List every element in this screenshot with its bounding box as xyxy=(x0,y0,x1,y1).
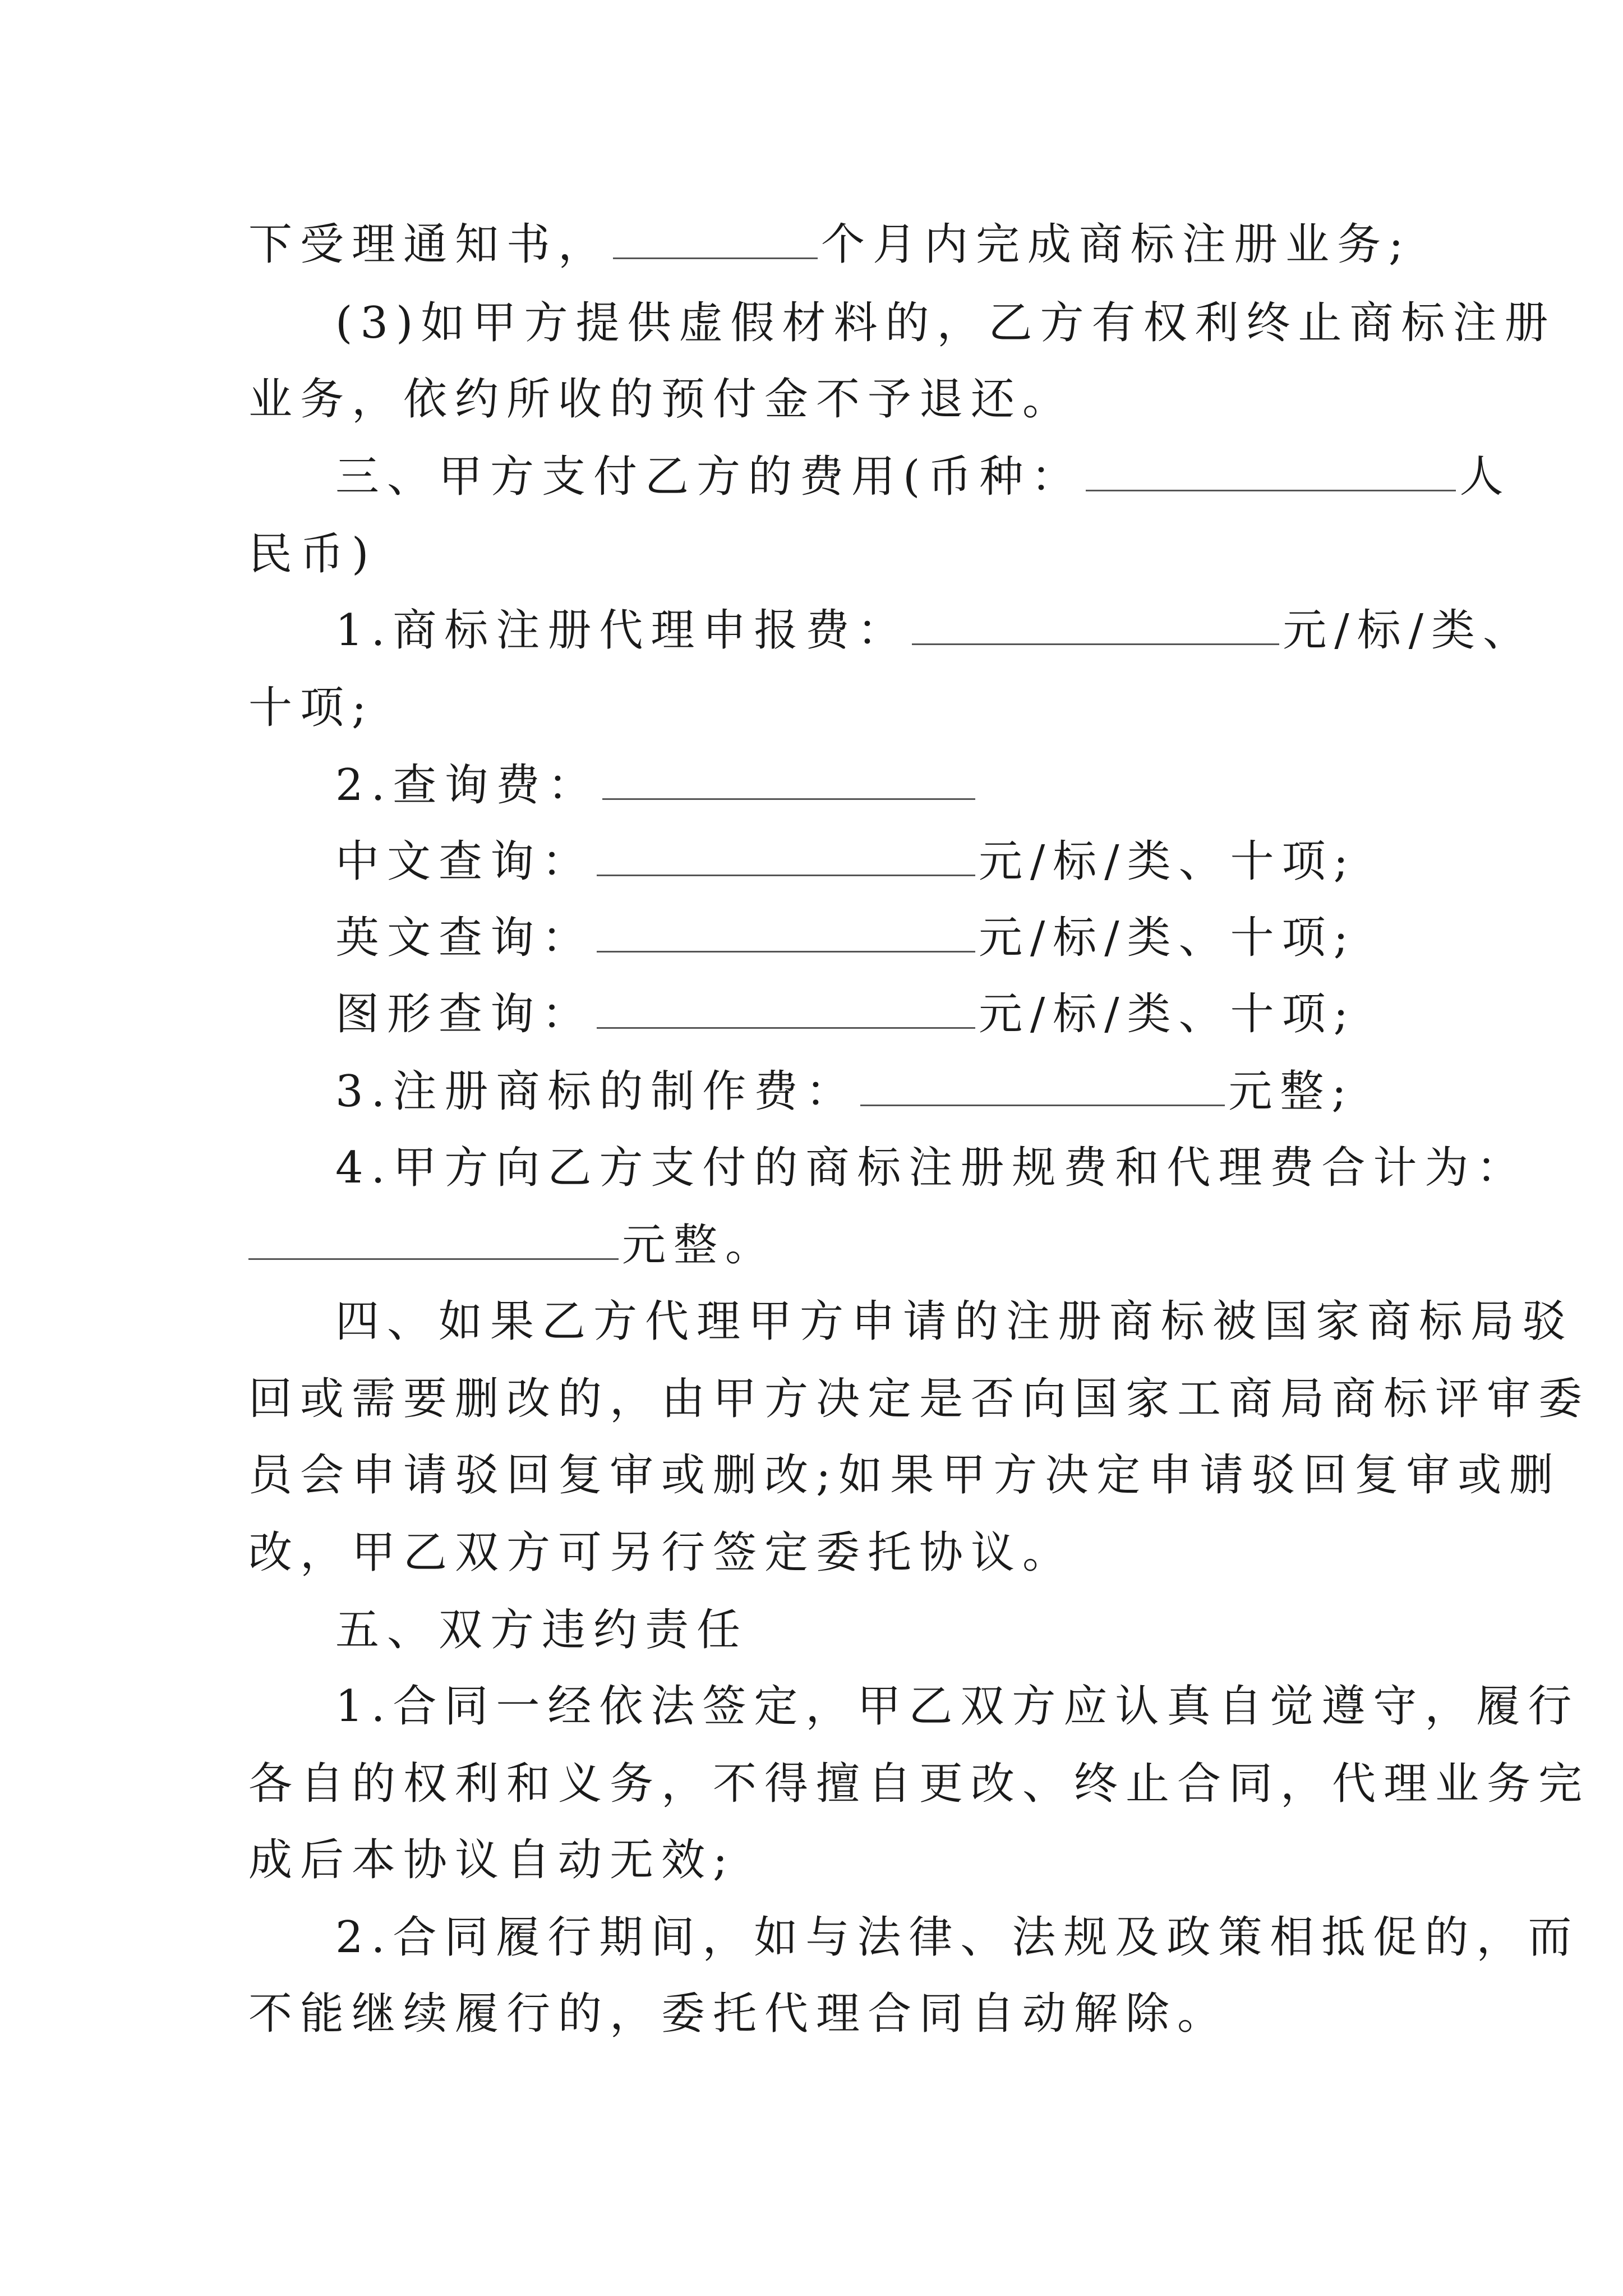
text-line-14 xyxy=(248,1217,777,1273)
text-line-1 xyxy=(248,217,1411,273)
line-15-text: 四、如果乙方代理甲方申请的注册商标被国家商标局驳 xyxy=(335,1296,1574,1347)
text-line-8 xyxy=(335,757,979,813)
line-14-post: 元整。 xyxy=(622,1220,777,1271)
text-line-3 xyxy=(248,371,1074,427)
text-line-6 xyxy=(335,602,1534,659)
fill-in-blank[interactable] xyxy=(613,223,818,259)
line-4-pre: 三、甲方支付乙方的费用(币种： xyxy=(335,452,1083,502)
line-9-pre: 中文查询： xyxy=(335,836,594,887)
line-20-text: 1.合同一经依法签定，甲乙双方应认真自觉遵守，履行 xyxy=(335,1681,1580,1732)
text-line-5 xyxy=(248,526,376,582)
fill-in-blank[interactable] xyxy=(248,1223,619,1260)
fill-in-blank[interactable] xyxy=(597,916,975,953)
text-line-16 xyxy=(248,1371,1590,1427)
line-12-post: 元整; xyxy=(1228,1066,1354,1117)
line-2-text: (3)如甲方提供虚假材料的，乙方有权利终止商标注册 xyxy=(335,298,1556,348)
line-17-text: 员会申请驳回复审或删改;如果甲方决定申请驳回复审或删 xyxy=(248,1450,1561,1501)
line-10-pre: 英文查询： xyxy=(335,913,594,963)
text-line-19 xyxy=(335,1602,748,1658)
line-11-post: 元/标/类、十项; xyxy=(979,989,1356,1039)
text-line-20 xyxy=(335,1678,1579,1734)
text-line-23 xyxy=(335,1910,1579,1966)
text-line-10 xyxy=(335,910,1356,966)
fill-in-blank[interactable] xyxy=(597,992,975,1029)
fill-in-blank[interactable] xyxy=(1086,455,1456,491)
text-line-11 xyxy=(335,986,1356,1042)
line-18-text: 改，甲乙双方可另行签定委托协议。 xyxy=(248,1527,1075,1578)
line-13-text: 4.甲方向乙方支付的商标注册规费和代理费合计为： xyxy=(335,1143,1528,1193)
line-1-pre: 下受理通知书， xyxy=(248,219,610,270)
text-line-9 xyxy=(335,834,1356,890)
line-4-post: 人 xyxy=(1459,452,1511,502)
text-line-21 xyxy=(248,1756,1590,1812)
line-9-post: 元/标/类、十项; xyxy=(979,836,1356,887)
line-19-text: 五、双方违约责任 xyxy=(335,1605,749,1655)
fill-in-blank[interactable] xyxy=(912,609,1279,645)
line-24-text: 不能继续履行的，委托代理合同自动解除。 xyxy=(248,1989,1229,2039)
line-11-pre: 图形查询： xyxy=(335,989,594,1039)
text-line-18 xyxy=(248,1525,1074,1581)
line-22-text: 成后本协议自动无效; xyxy=(248,1835,736,1885)
fill-in-blank[interactable] xyxy=(860,1070,1225,1106)
text-line-12 xyxy=(335,1064,1354,1120)
line-23-text: 2.合同履行期间，如与法律、法规及政策相抵促的，而 xyxy=(335,1912,1580,1963)
text-line-15 xyxy=(335,1294,1574,1350)
text-line-24 xyxy=(248,1986,1229,2042)
line-7-text: 十项; xyxy=(248,683,375,733)
text-line-2 xyxy=(335,295,1556,351)
text-line-22 xyxy=(248,1832,735,1888)
line-12-pre: 3.注册商标的制作费： xyxy=(335,1066,857,1117)
line-1-post: 个月内完成商标注册业务; xyxy=(821,219,1412,270)
text-line-7 xyxy=(248,680,374,736)
line-5-text: 民币) xyxy=(248,529,377,579)
line-6-post: 元/标/类、 xyxy=(1283,605,1534,656)
line-6-pre: 1.商标注册代理申报费： xyxy=(335,605,909,656)
line-16-text: 回或需要删改的，由甲方决定是否向国家工商局商标评审委 xyxy=(248,1374,1590,1424)
line-10-post: 元/标/类、十项; xyxy=(979,913,1356,963)
line-21-text: 各自的权利和义务，不得擅自更改、终止合同，代理业务完 xyxy=(248,1759,1590,1809)
fill-in-blank[interactable] xyxy=(597,840,975,876)
text-line-13 xyxy=(335,1140,1528,1196)
fill-in-blank[interactable] xyxy=(602,763,975,800)
line-8-pre: 2.查询费： xyxy=(335,760,600,811)
text-line-17 xyxy=(248,1447,1561,1503)
line-3-text: 业务，依约所收的预付金不予退还。 xyxy=(248,374,1075,425)
text-line-4 xyxy=(335,449,1511,505)
